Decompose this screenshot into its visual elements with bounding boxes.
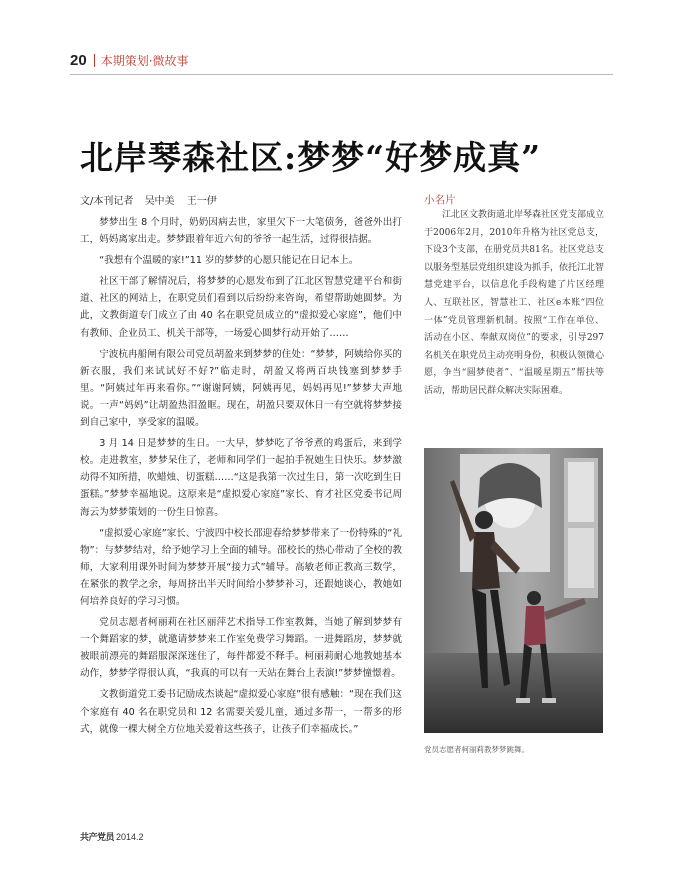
byline	[80, 192, 226, 207]
paragraph: 宁波杭冉船闸有限公司党员胡盈来到梦梦的住处：“梦梦，阿姨给你买的新衣服，我们来试试好不好?”临走时，胡盈又将两百块钱塞到梦梦手里。“阿姨过年再来看你。”“谢谢阿姨，阿姨再见，妈妈再见!”梦梦大声地说。一声“妈妈”让胡盈热泪盈眶。现在，胡盈只要双休日一有空就将梦梦接到自己家中，享受家的温暖。	[80, 348, 402, 429]
byline-role: 文/本刊记者	[80, 196, 134, 207]
header-rule	[70, 74, 613, 75]
sidebar-title: 小名片	[424, 194, 456, 206]
paragraph: “我想有个温暖的家!”11 岁的梦梦的心愿只能记在日记本上。	[99, 255, 359, 267]
paragraph: 梦梦出生 8 个月时，奶奶因病去世，家里欠下一大笔债务，爸爸外出打工，妈妈离家出走。梦梦跟着年近六旬的爷爷一起生活，过得很拮据。	[80, 217, 402, 246]
header-divider	[94, 54, 95, 67]
paragraph: 社区干部了解情况后，将梦梦的心愿发布到了江北区智慧党建平台和街道、社区的网站上，在职党员们看到以后纷纷来咨询，希望帮助她圆梦。为此，文教街道专门成立了由 40 名在职党员成立的“虚拟爱心家庭”，他们中有教师、企业员工、机关干部等，一场爱心圆梦行动开始了……	[80, 276, 402, 339]
page-footer	[80, 830, 144, 843]
byline-author-1: 吴中美	[144, 196, 175, 207]
paragraph: 党员志愿者柯丽莉在社区丽萍艺术指导工作室教舞，当她了解到梦梦有一个舞蹈家的梦，就邀请梦梦来工作室免费学习舞蹈。一进舞蹈房，梦梦就被眼前漂亮的舞蹈服深深迷住了，每件都爱不释手。柯丽莉耐心地教她基本动作，梦梦学得很认真，“我真的可以有一天站在舞台上表演!”梦梦憧憬着。	[80, 617, 402, 680]
page-header	[70, 50, 189, 70]
dance-photo-illustration	[424, 448, 603, 733]
article-title: 北岸琴森社区:梦梦“好梦成真”	[80, 138, 542, 178]
sidebar-text: 江北区文教街道北岸琴森社区党支部成立于2006年2月，2010年升格为社区党总支，下设3个支部，在册党员共81名。社区党总支以服务型基层党组织建设为抓手，依托江北智慧党建平台，以信息化手段构建了片区经理人、互联社区，智慧社工、社区e本账“四位一体”党员管理新机制。按照“工作在单位、活动在小区、奉献双岗位”的要求，引导297名机关在职党员主动亮明身份，积极认领微心愿，争当“圆梦使者”、“温暖星期五”帮扶等活动，帮助居民群众解决实际困难。	[424, 210, 605, 396]
article-body	[80, 214, 402, 742]
magazine-logo: 共产党员	[80, 833, 115, 843]
article-photo	[424, 448, 603, 733]
photo-caption: 党员志愿者柯丽莉教梦梦跳舞。	[424, 745, 529, 754]
page-number: 20	[70, 51, 87, 69]
section-name: 本期策划·微故事	[100, 53, 189, 68]
issue-number: 2014.2	[116, 831, 144, 842]
paragraph: 3 月 14 日是梦梦的生日。一大早，梦梦吃了爷爷煮的鸡蛋后，来到学校。走进教室，梦梦呆住了，老师和同学们一起拍手祝她生日快乐。梦梦激动得不知所措，吹蜡烛、切蛋糕……“这是我第一次过生日，第一次吃到生日蛋糕。”梦梦幸福地说。这原来是“虚拟爱心家庭”家长、育才社区党委书记周海云为梦梦策划的一份生日惊喜。	[80, 438, 402, 518]
byline-author-2: 王一伊	[186, 196, 217, 207]
paragraph: 文教街道党工委书记励成杰谈起“虚拟爱心家庭”很有感触：“现在我们这个家庭有 40 名在职党员和 12 名需要关爱儿童，通过多帮一，一帮多的形式，就像一棵大树全方位地关爱着这些孩子，让孩子们幸福成长。”	[80, 689, 402, 735]
paragraph: “虚拟爱心家庭”家长、宁波四中校长邵迎春给梦梦带来了一份特殊的“礼物”：与梦梦结对，给予她学习上全面的辅导。邵校长的热心带动了全校的教师，大家利用课外时间为梦梦开展“接力式”辅导。高敏老师正教高三数学，在紧张的教学之余，每周挤出半天时间给小梦梦补习，还跟她谈心，教她如何培养良好的学习习惯。	[80, 527, 402, 607]
